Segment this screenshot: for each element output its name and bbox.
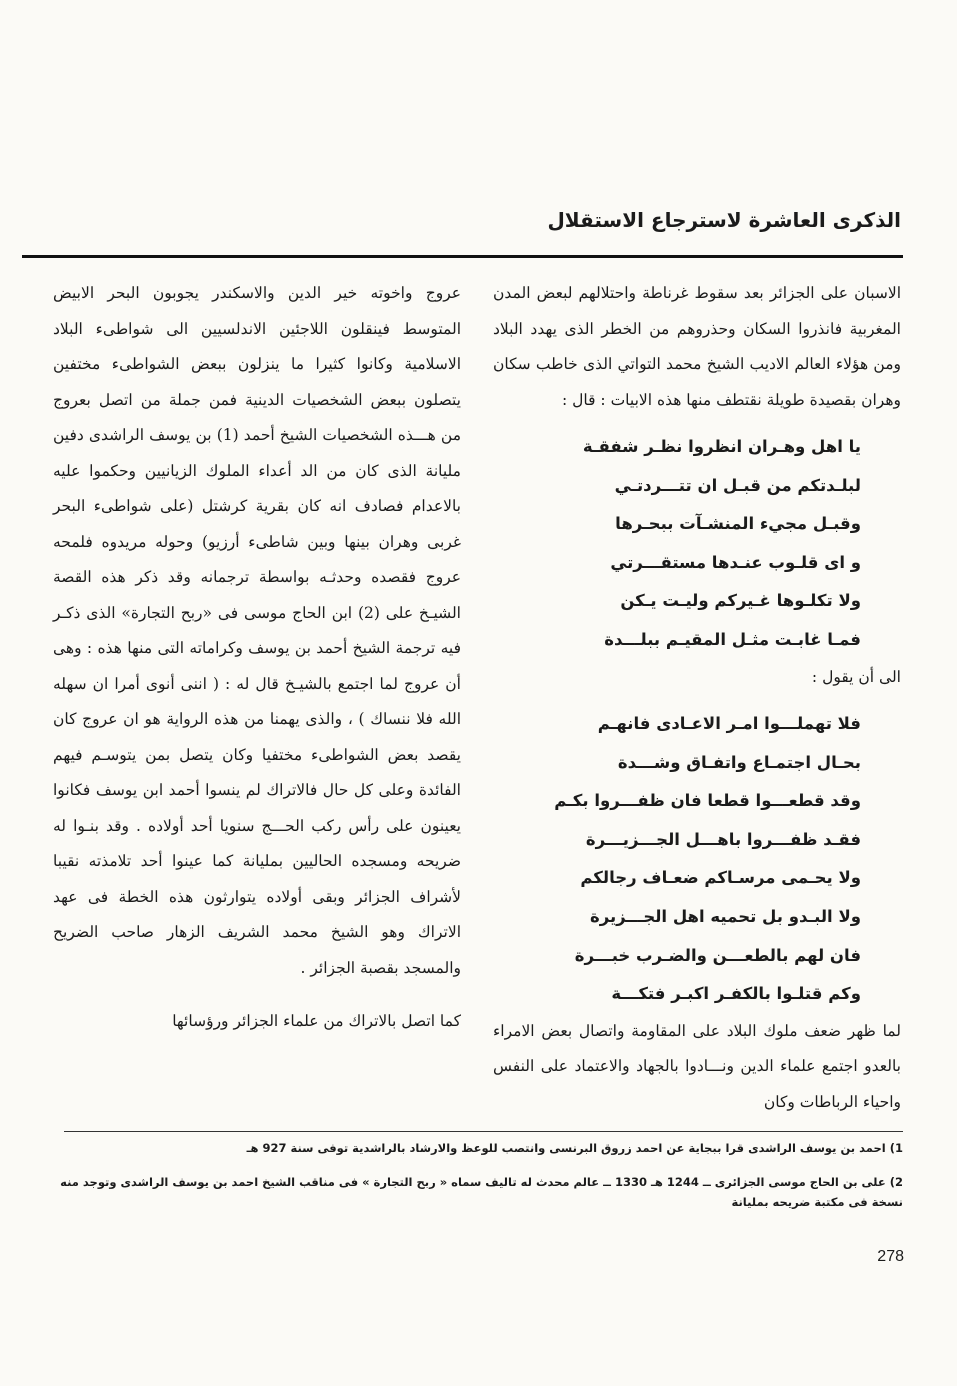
verse-line: بحـال اجتمـاع واتفـاق وشـــدة bbox=[617, 752, 861, 772]
footnote-1: 1) احمد بن يوسف الراشدى قرا ببجاية عن احمد زروق البرنسى وانتصب للوعظ والارشاد بالراشدية توفى سنة 927 هـ bbox=[246, 1141, 903, 1155]
left-paragraph-2: كما اتصل بالاتراك من علماء الجزائر ورؤسائها bbox=[172, 1012, 461, 1030]
verse-line: ولا تكلـوها غـيركم وليـت يـكن bbox=[620, 591, 861, 611]
verse-block-1 bbox=[493, 428, 861, 660]
verse-line: و اى قلـوب عنـدها مستقـــرتي bbox=[610, 552, 861, 572]
footnote-2: 2) على بن الحاج موسى الجزائرى ــ 1244 هـ 1330 ــ عالم محدث له تاليف سماه « ربح التجارة » فى مناقب الشيخ احمد بن يوسف الراشدى وتوجد منه نسخة فى مكتبة ضريحه بمليانة bbox=[60, 1175, 903, 1209]
left-paragraph-1: عروج واخوته خير الدين والاسكندر يجوبون البحر الابيض المتوسط فينقلون اللاجئين الاندلسيين الى شواطىء البلاد الاسلامية وكانوا كثيرا ما ينزلون ببعض الشواطىء مختفين يتصلون ببعض الشخصيات الدينية فمن جملة من اتصل بعروج من هـــذه الشخصيات الشيخ أحمد (1) بن يوسف الراشدى دفين مليانة الذى كان من الد أعداء الملوك الزيانيين وحكموا عليه بالاعدام فصادف انه كان بقرية كرشتل (على شواطىء البحر غربى وهران بينها وبين شاطىء أرزيو) وحوله مريدوه فلمحه عروج فقصده وحدثـه بواسطة ترجمانه وقد ذكر هذه القصة الشيـخ على (2) ابن الحاج موسى فى «ربح التجارة» الذى ذكـر فيه ترجمة الشيخ أحمد بن يوسف وكراماته التى منها هذه : وهى أن عروج لما اجتمع بالشيـخ قال له : ( اننى أنوى أمرا ان سهله الله فلا ننساك ) ، والذى يهمنا من هذه الرواية هو ان عروج كان يقصد بعض الشواطىء مختفيا وكان يتصل بمن يتوسـم فيهم الفائدة وعلى كل حال فالاتراك لم ينسوا أحمد ابن يوسف فكانوا يعينون على رأس ركب الحـــج سنويا أحد أولاده . وقد بنـوا له ضريحه ومسجده الحاليين بمليانة كما عينوا أحد تلامذته نقيبا لأشراف الجزائر وبقى أولاده يتوارثون هذه الخطة فى عهد الاتراك وهو الشيخ محمد الشريف الزهار صاحب الضريح والمسجد بقصبة الجزائر . bbox=[53, 284, 462, 977]
verse-line: فمـا غابـت مثـل المقيـم ببلـــدة bbox=[604, 629, 861, 649]
verse-line: لبلـدتكم من قبـل ان تتـــردتـي bbox=[614, 475, 861, 495]
header-rule bbox=[22, 255, 903, 258]
verse-line: يا اهل وهـران انظروا نظـر شفقـة bbox=[582, 437, 861, 456]
verse-line: فقـد ظفـــروا باهـــل الجـــزيـــرة bbox=[585, 829, 861, 849]
footnotes bbox=[56, 1138, 903, 1226]
page-number: 278 bbox=[877, 1248, 904, 1265]
verse-line: وكم قتلـوا بالكفـر اكبـر فتكـــة bbox=[611, 984, 861, 1004]
verse-intro: الى أن يقول : bbox=[811, 667, 901, 686]
running-head: الذكرى العاشرة لاسترجاع الاستقلال bbox=[547, 208, 901, 232]
verse-line: وقد قطعـــوا قطعا فان ظفـــروا بكـم bbox=[554, 791, 861, 811]
verse-line: ولا البـدو بل تحميه اهل الجـــزيرة bbox=[589, 907, 861, 927]
verse-block-2 bbox=[493, 705, 861, 1014]
right-paragraph-2: لما ظهر ضعف ملوك البلاد على المقاومة واتصال بعض الامراء بالعدو اجتمع علماء الدين ونـــادوا بالجهاد والاعتماد على النفس واحياء الرباطات وكان bbox=[493, 1021, 901, 1111]
right-column bbox=[493, 276, 901, 1120]
verse-line: فلا تهملـــوا امـر الاعـادى فانهـم bbox=[597, 714, 861, 734]
left-column bbox=[53, 276, 461, 1040]
verse-line: ولا يحـمى مرسـاكم ضعـاف رجالكم bbox=[580, 868, 861, 888]
verse-line: فان لهم بالطعـــن والضـرب خبـــرة bbox=[574, 945, 861, 965]
footnote-rule bbox=[64, 1131, 903, 1132]
right-paragraph-1: الاسبان على الجزائر بعد سقوط غرناطة واحتلالهم لبعض المدن المغربية فانذروا السكان وحذروهم من الخطر الذى يهدد البلاد ومن هؤلاء العالم الاديب الشيخ محمد التواتي الذى خاطب سكان وهران بقصيدة طويلة نقتطف منها هذه الابيات : قال : bbox=[493, 284, 901, 409]
verse-line: وقبـل مجيء المنشـآت ببحـرها bbox=[615, 514, 861, 534]
